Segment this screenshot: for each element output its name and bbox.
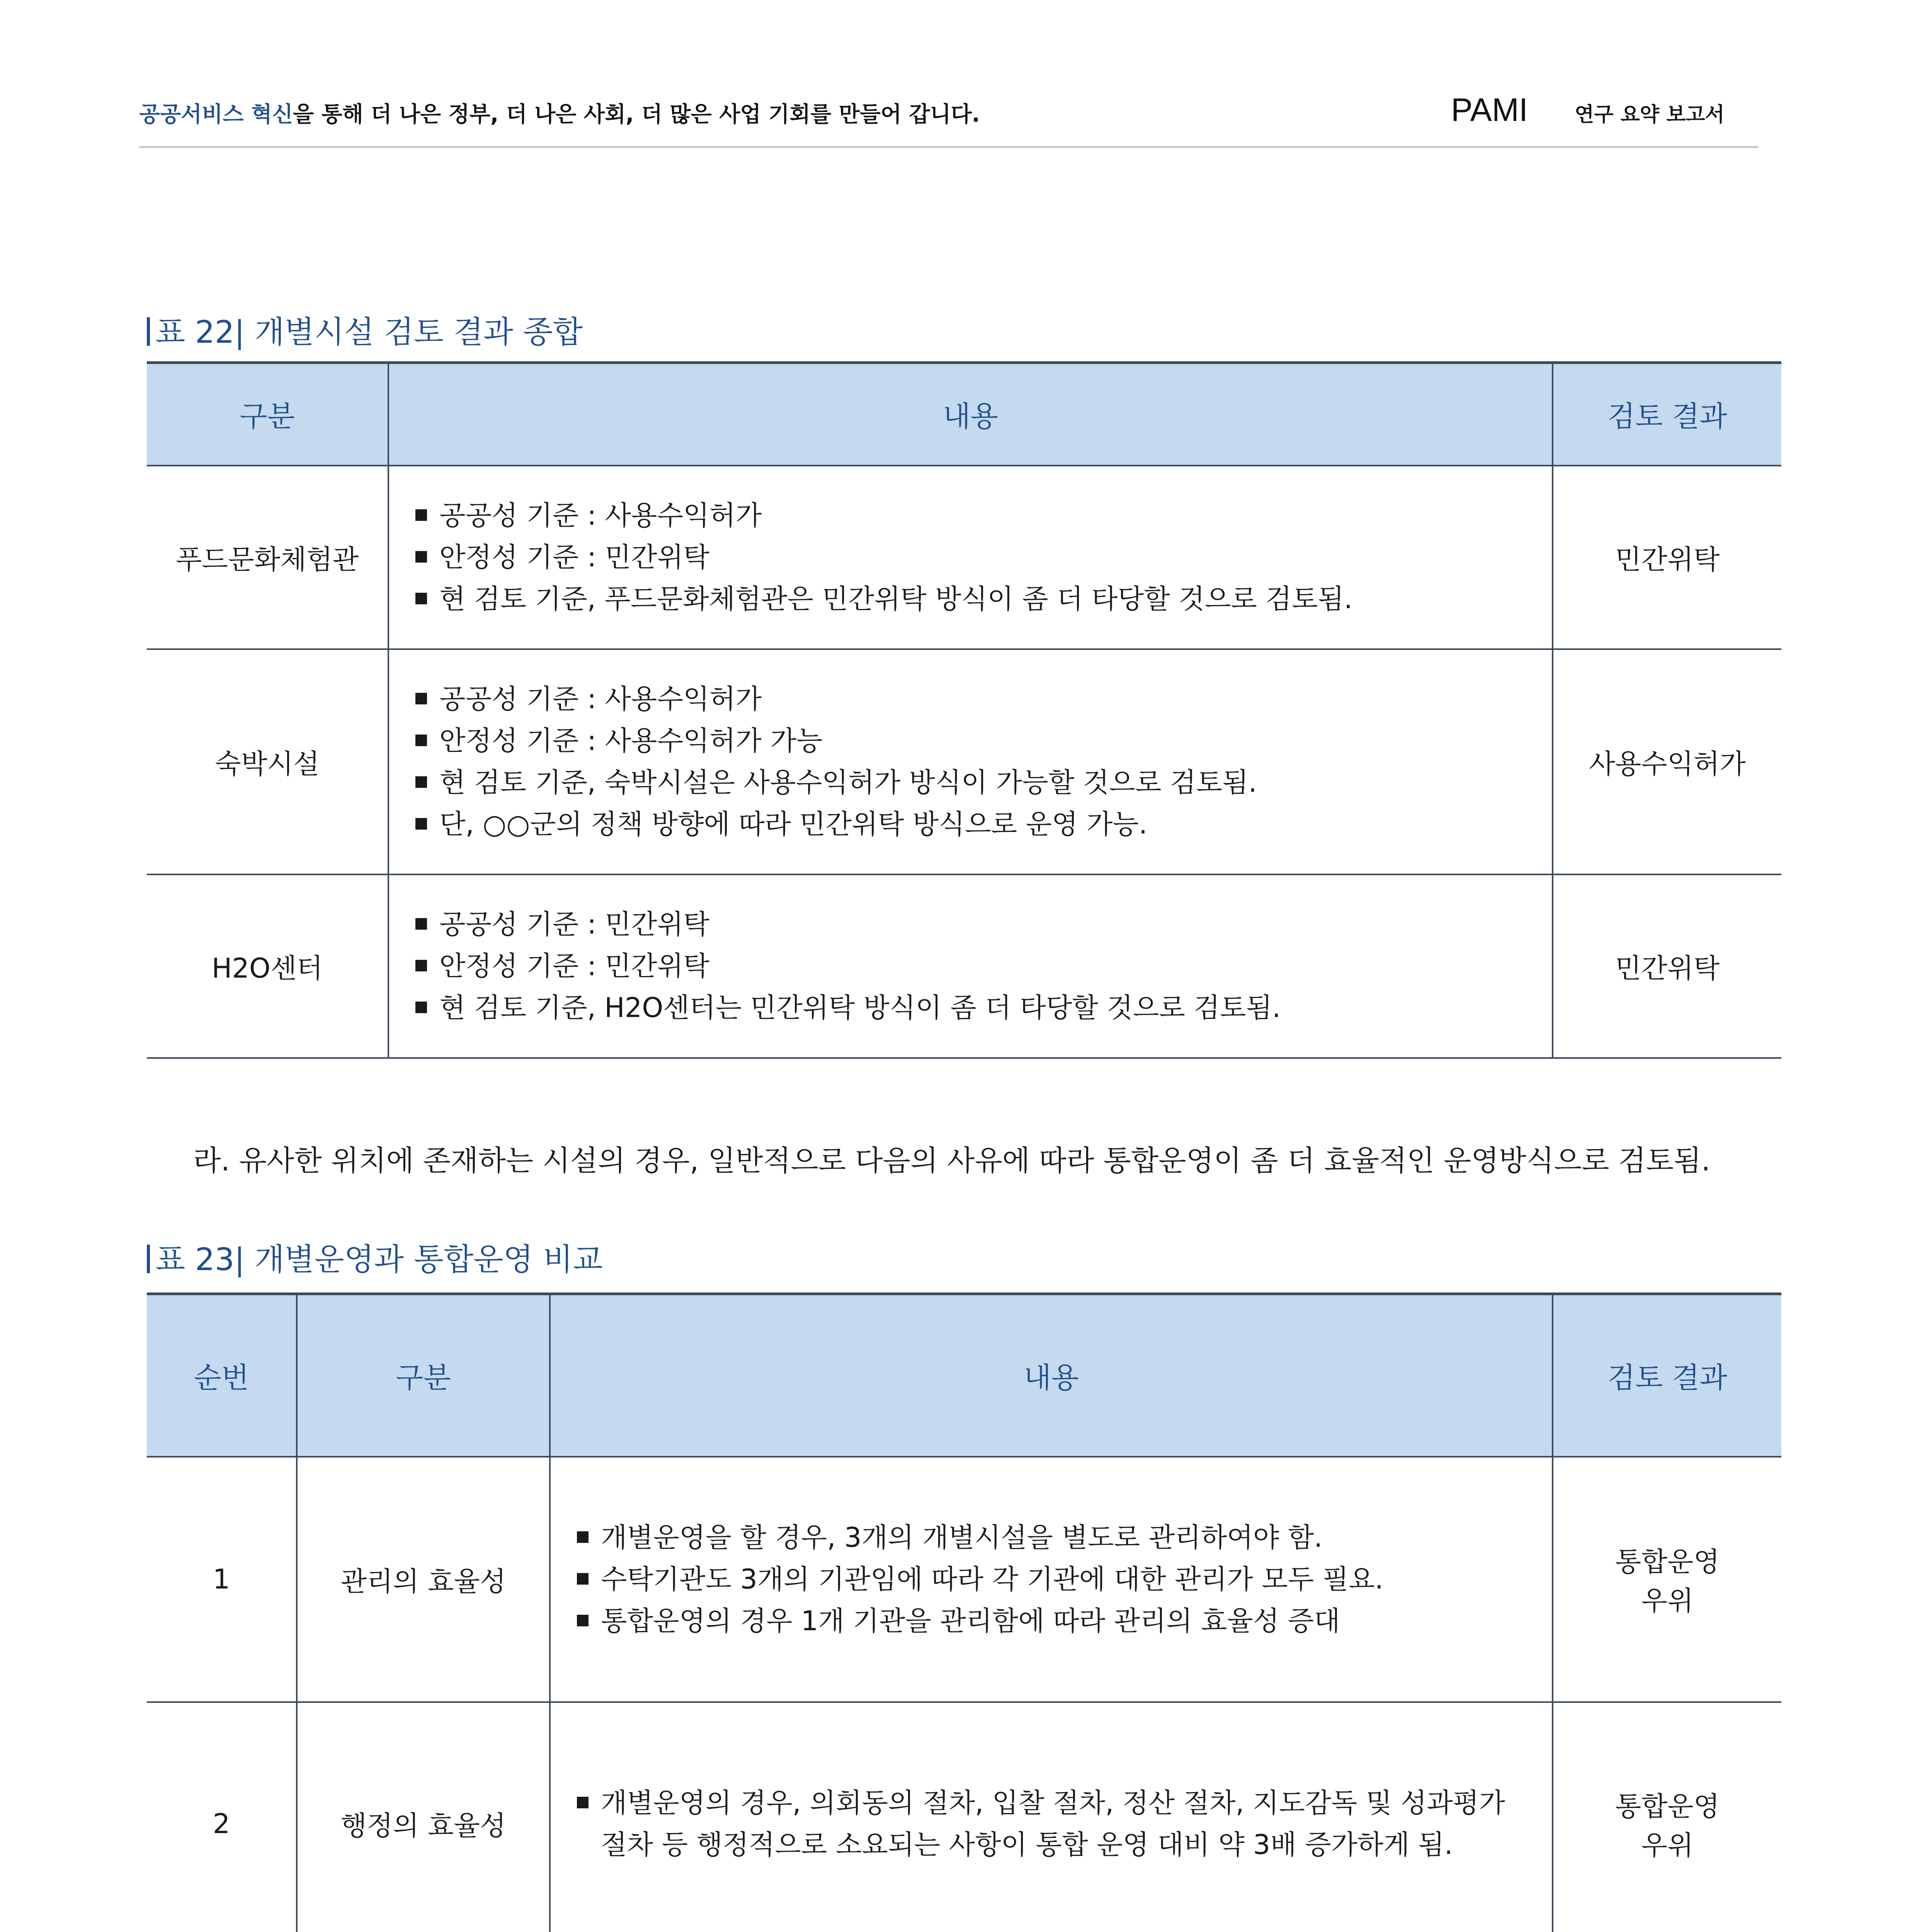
table23-caption	[147, 1235, 603, 1279]
row-content	[550, 1457, 1553, 1702]
slogan-rest: 을 통해 더 나은 정부, 더 나은 사회, 더 많은 사업 기회를 만들어 갑니다.	[293, 102, 980, 127]
paragraph-ra: 라. 유사한 위치에 존재하는 시설의 경우, 일반적으로 다음의 사유에 따라 통합운영이 좀 더 효율적인 운영방식으로 검토됨.	[193, 1144, 1711, 1177]
row-content	[388, 466, 1553, 649]
table-row	[147, 1457, 1781, 1702]
table22-caption	[147, 307, 583, 352]
slogan-highlight: 공공서비스 혁신	[139, 102, 293, 127]
header-divider	[139, 146, 1758, 148]
list-item: 수탁기관도 3개의 기관임에 따라 각 기관에 대한 관리가 모두 필요.	[569, 1558, 1536, 1600]
row-number: 2	[147, 1702, 297, 1932]
list-item: 개별운영을 할 경우, 3개의 개별시설을 별도로 관리하여야 함.	[569, 1517, 1536, 1558]
header-brand: PAMI	[1451, 92, 1528, 128]
row-content	[388, 649, 1553, 874]
list-item: 단, ○○군의 정책 방향에 따라 민간위탁 방식으로 운영 가능.	[408, 803, 1536, 845]
list-item: 현 검토 기준, 푸드문화체험관은 민간위탁 방식이 좀 더 타당할 것으로 검토됨.	[408, 578, 1536, 620]
table-row	[147, 649, 1781, 874]
table23-header-row	[147, 1294, 1781, 1457]
bullet-list	[408, 903, 1536, 1029]
row-category: 숙박시설	[147, 649, 388, 874]
header-report-type: 연구 요약 보고서	[1575, 103, 1725, 126]
table22-header-row	[147, 363, 1781, 466]
table22-caption-text: 표 22| 개별시설 검토 결과 종합	[155, 314, 583, 350]
table22	[147, 361, 1781, 1059]
row-number: 1	[147, 1457, 297, 1702]
list-item: 현 검토 기준, H2O센터는 민간위탁 방식이 좀 더 타당할 것으로 검토됨.	[408, 987, 1536, 1029]
list-item: 통합운영의 경우 1개 기관을 관리함에 따라 관리의 효율성 증대	[569, 1600, 1536, 1642]
table22-header-result: 검토 결과	[1553, 363, 1781, 466]
row-result: 민간위탁	[1553, 466, 1781, 649]
row-category: 푸드문화체험관	[147, 466, 388, 649]
list-item: 공공성 기준 : 사용수익허가	[408, 495, 1536, 536]
list-item: 현 검토 기준, 숙박시설은 사용수익허가 방식이 가능할 것으로 검토됨.	[408, 762, 1536, 803]
row-content	[388, 874, 1553, 1058]
list-item: 공공성 기준 : 사용수익허가	[408, 678, 1536, 720]
list-item: 개별운영의 경우, 의회동의 절차, 입찰 절차, 정산 절차, 지도감독 및 성과평가 절차 등 행정적으로 소요되는 사항이 통합 운영 대비 약 3배 증가하게 됨.	[569, 1782, 1536, 1866]
table23-caption-text: 표 23| 개별운영과 통합운영 비교	[155, 1242, 603, 1277]
row-category: 관리의 효율성	[297, 1457, 550, 1702]
list-item: 공공성 기준 : 민간위탁	[408, 903, 1536, 945]
row-content	[550, 1702, 1553, 1932]
result-line: 통합운영	[1615, 1546, 1720, 1578]
bullet-list	[408, 678, 1536, 845]
list-item: 안정성 기준 : 사용수익허가 가능	[408, 720, 1536, 762]
bullet-list	[569, 1517, 1536, 1642]
table23-header-category: 구분	[297, 1294, 550, 1457]
caption-bar	[147, 1245, 150, 1273]
row-result	[1553, 1702, 1781, 1932]
bullet-list	[569, 1782, 1536, 1866]
row-result: 민간위탁	[1553, 874, 1781, 1058]
table23-header-no: 순번	[147, 1294, 297, 1457]
row-result: 사용수익허가	[1553, 649, 1781, 874]
table-row	[147, 874, 1781, 1058]
caption-bar	[147, 317, 150, 346]
result-line: 우위	[1641, 1585, 1694, 1617]
page-header	[139, 92, 1758, 131]
table23-header-result: 검토 결과	[1553, 1294, 1781, 1457]
table23	[147, 1293, 1781, 1932]
row-category: H2O센터	[147, 874, 388, 1058]
result-line: 통합운영	[1615, 1790, 1720, 1822]
list-item: 안정성 기준 : 민간위탁	[408, 945, 1536, 987]
table23-header-content: 내용	[550, 1294, 1553, 1457]
bullet-list	[408, 495, 1536, 620]
table22-header-content: 내용	[388, 363, 1553, 466]
header-slogan	[139, 97, 980, 128]
table-row	[147, 466, 1781, 649]
row-result	[1553, 1457, 1781, 1702]
list-item: 안정성 기준 : 민간위탁	[408, 536, 1536, 578]
table-row	[147, 1702, 1781, 1932]
result-line: 우위	[1641, 1829, 1694, 1861]
row-category: 행정의 효율성	[297, 1702, 550, 1932]
table22-header-category: 구분	[147, 363, 388, 466]
